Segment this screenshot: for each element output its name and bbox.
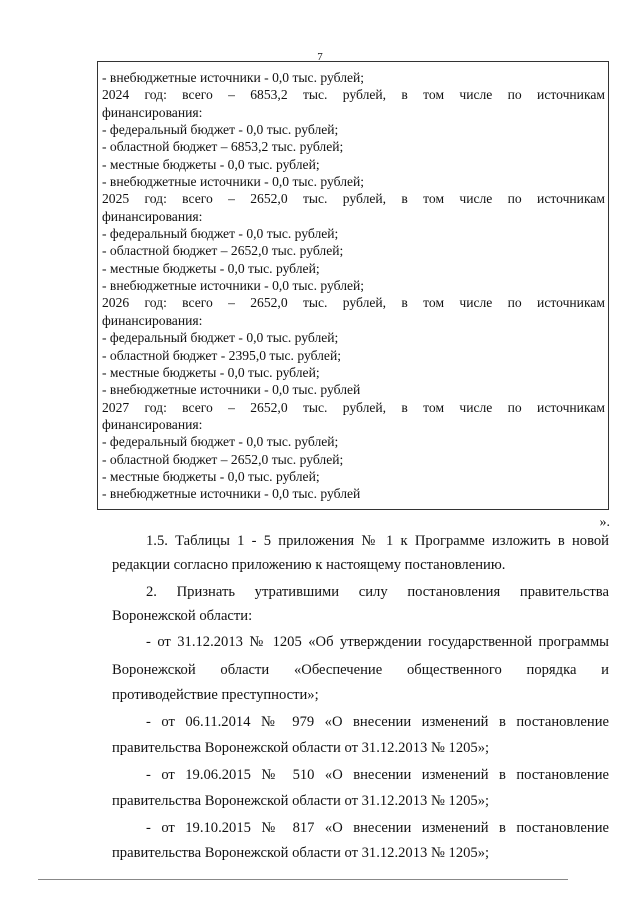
funding-line: - местные бюджеты - 0,0 тыс. рублей; xyxy=(102,468,320,484)
funding-line: - местные бюджеты - 0,0 тыс. рублей; xyxy=(102,364,320,380)
funding-line: - областной бюджет – 6853,2 тыс. рублей; xyxy=(102,139,344,155)
funding-line: финансирования: xyxy=(102,416,203,432)
paragraph-1-5-line: 1.5. Таблицы 1 - 5 приложения № 1 к Программе изложить в новой xyxy=(146,533,609,549)
repeal-item-line: противодействие преступности»; xyxy=(112,687,319,703)
repeal-item-line: правительства Воронежской области от 31.12.2013 № 1205»; xyxy=(112,845,490,861)
funding-line: - федеральный бюджет - 0,0 тыс. рублей; xyxy=(102,122,339,138)
funding-lines xyxy=(102,69,605,503)
funding-line: - федеральный бюджет - 0,0 тыс. рублей; xyxy=(102,226,339,242)
funding-year-line: 2024 год: всего – 6853,2 тыс. рублей, в том числе по источникам xyxy=(102,87,605,103)
repeal-item-line: - от 06.11.2014 № 979 «О внесении изменений в постановление xyxy=(146,714,609,730)
page-number: 7 xyxy=(317,51,323,63)
funding-line: - внебюджетные источники - 0,0 тыс. рублей; xyxy=(102,278,365,294)
repeal-item-line: правительства Воронежской области от 31.12.2013 № 1205»; xyxy=(112,740,490,756)
funding-year-line: 2026 год: всего – 2652,0 тыс. рублей, в том числе по источникам xyxy=(102,295,605,311)
funding-line: - местные бюджеты - 0,0 тыс. рублей; xyxy=(102,156,320,172)
repeal-item-line: - от 19.10.2015 № 817 «О внесении изменений в постановление xyxy=(146,820,609,836)
paragraph-1-5-line: редакции согласно приложению к настоящему постановлению. xyxy=(112,557,506,573)
paragraph-2-line: Воронежской области: xyxy=(112,608,253,624)
funding-line: - внебюджетные источники - 0,0 тыс. рублей; xyxy=(102,174,365,190)
footer-divider xyxy=(38,879,568,880)
funding-line: - внебюджетные источники - 0,0 тыс. рублей; xyxy=(102,70,365,85)
funding-line: - областной бюджет – 2652,0 тыс. рублей; xyxy=(102,451,344,467)
funding-year-line: 2027 год: всего – 2652,0 тыс. рублей, в том числе по источникам xyxy=(102,399,605,415)
closing-quote: ». xyxy=(599,515,610,530)
paragraph-2-line: 2. Признать утратившими силу постановления правительства xyxy=(146,584,609,600)
funding-line: - федеральный бюджет - 0,0 тыс. рублей; xyxy=(102,330,339,346)
funding-line: - внебюджетные источники - 0,0 тыс. рублей xyxy=(102,486,361,502)
funding-line: - областной бюджет – 2652,0 тыс. рублей; xyxy=(102,243,344,259)
repeal-item-line: Воронежской области «Обеспечение общественного порядка и xyxy=(112,662,609,678)
funding-table-cell xyxy=(97,61,609,510)
funding-line: - местные бюджеты - 0,0 тыс. рублей; xyxy=(102,260,320,276)
funding-line: - федеральный бюджет - 0,0 тыс. рублей; xyxy=(102,434,339,450)
repeal-item-line: - от 19.06.2015 № 510 «О внесении изменений в постановление xyxy=(146,767,609,783)
funding-line: финансирования: xyxy=(102,104,203,120)
funding-line: - областной бюджет - 2395,0 тыс. рублей; xyxy=(102,347,342,363)
funding-line: финансирования: xyxy=(102,312,203,328)
funding-year-line: 2025 год: всего – 2652,0 тыс. рублей, в том числе по источникам xyxy=(102,191,605,207)
repeal-item-line: правительства Воронежской области от 31.12.2013 № 1205»; xyxy=(112,793,490,809)
repeal-item-line: - от 31.12.2013 № 1205 «Об утверждении государственной программы xyxy=(146,634,609,650)
funding-line: финансирования: xyxy=(102,208,203,224)
funding-line: - внебюджетные источники - 0,0 тыс. рублей xyxy=(102,382,361,398)
